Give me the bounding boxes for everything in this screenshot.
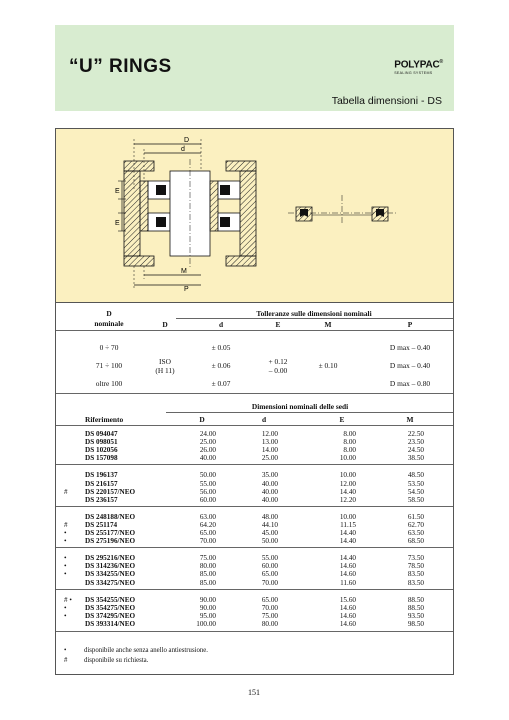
row-reference: DS 275196/NEO	[85, 537, 136, 546]
row-value-E: 14.60	[339, 603, 356, 612]
row-value-M: 23.50	[407, 438, 424, 447]
tol-P-3: D max – 0.80	[389, 379, 431, 388]
row-value-E: 14.40	[339, 554, 356, 563]
row-value-M: 48.50	[407, 471, 424, 480]
col-D-title: D	[106, 309, 112, 318]
row-value-d: 55.00	[261, 554, 278, 563]
row-value-d: 25.00	[261, 454, 278, 463]
tol-header-D: D	[162, 320, 168, 329]
divider	[176, 318, 453, 319]
group-divider	[56, 547, 453, 548]
row-value-d: 75.00	[261, 611, 278, 620]
tol-header-M: M	[324, 320, 332, 329]
footnote-mark-2: #	[64, 657, 68, 664]
row-value-D: 40.00	[199, 454, 216, 463]
row-reference: DS 255177/NEO	[85, 529, 136, 537]
dim-label-d: d	[181, 146, 185, 153]
row-reference: DS 157098	[85, 454, 118, 463]
dim-label-E-lower: E	[115, 220, 120, 227]
seal-housing-drawing	[56, 129, 453, 302]
row-value-E: 8.00	[343, 430, 356, 438]
row-value-M: 38.50	[407, 454, 424, 463]
row-value-M: 73.50	[407, 554, 424, 563]
footnote-text-1: disponibile anche senza anello antiestrusione.	[84, 647, 209, 654]
tol-range-2: 71 ÷ 100	[95, 361, 123, 370]
dim-label-D: D	[184, 137, 190, 144]
row-value-D: 90.00	[199, 603, 216, 612]
row-value-d: 48.00	[261, 512, 278, 521]
polypac-logo	[394, 59, 443, 75]
row-value-D: 85.00	[199, 578, 216, 587]
tol-d-2: ± 0.06	[211, 361, 231, 370]
footnote-mark-1: •	[64, 647, 67, 654]
page-header	[55, 25, 454, 111]
tol-header-P: P	[407, 320, 413, 329]
row-value-E: 10.00	[339, 471, 356, 480]
row-value-D: 90.00	[199, 595, 216, 604]
row-value-D: 25.00	[199, 438, 216, 447]
dimensions-group-title: Dimensioni nominali delle sedi	[251, 402, 349, 411]
dim-header-d: d	[261, 415, 267, 424]
row-reference: DS 216157	[85, 479, 118, 488]
row-value-M: 61.50	[407, 512, 424, 521]
tol-header-E: E	[275, 320, 281, 329]
tol-E-2: – 0.00	[268, 366, 288, 375]
dim-header-ref: Riferimento	[85, 415, 124, 424]
tol-P-1: D max – 0.40	[389, 343, 431, 352]
divider	[56, 330, 453, 331]
row-mark: •	[64, 603, 67, 612]
row-reference: DS 354275/NEO	[85, 603, 136, 612]
row-value-D: 64.20	[199, 520, 216, 529]
tol-E-1: + 0.12	[268, 357, 288, 366]
row-value-d: 13.00	[261, 438, 278, 447]
row-value-d: 70.00	[261, 578, 278, 587]
row-value-M: 24.50	[407, 446, 424, 455]
tol-iso-1: ISO	[159, 357, 171, 366]
row-value-D: 100.00	[196, 619, 216, 628]
divider	[56, 393, 453, 394]
row-value-M: 83.50	[407, 570, 424, 579]
row-mark: #	[64, 487, 68, 496]
dim-label-P: P	[184, 286, 189, 293]
tol-d-3: ± 0.07	[211, 379, 231, 388]
page-number: 151	[248, 688, 260, 697]
row-reference: DS 393314/NEO	[85, 619, 136, 628]
brand-subtitle: SEALING SYSTEMS	[394, 71, 433, 76]
row-value-E: 14.60	[339, 570, 356, 579]
row-reference: DS 220157/NEO	[85, 487, 136, 496]
tol-M: ± 0.10	[318, 361, 338, 370]
row-value-D: 75.00	[199, 554, 216, 563]
row-value-d: 65.00	[261, 595, 278, 604]
table-bottom-divider	[56, 631, 453, 632]
page-title: “U” RINGS	[69, 56, 172, 77]
row-value-E: 10.00	[339, 454, 356, 463]
tol-P-2: D max – 0.40	[389, 361, 431, 370]
row-value-d: 65.00	[261, 570, 278, 579]
u-ring-cross-section	[288, 195, 396, 225]
row-value-E: 14.60	[339, 619, 356, 628]
row-value-D: 63.00	[199, 512, 216, 521]
row-value-E: 14.60	[339, 562, 356, 571]
row-value-d: 45.00	[261, 529, 278, 537]
row-value-E: 15.60	[339, 595, 356, 604]
row-value-E: 14.40	[339, 537, 356, 546]
row-value-d: 35.00	[261, 471, 278, 480]
row-reference: DS 102056	[85, 446, 118, 455]
row-value-E: 14.40	[339, 529, 356, 537]
row-value-M: 78.50	[407, 562, 424, 571]
row-value-M: 54.50	[407, 487, 424, 496]
dim-header-E: E	[339, 415, 345, 424]
row-value-M: 88.50	[407, 603, 424, 612]
row-value-E: 12.20	[339, 495, 356, 504]
row-reference: DS 094047	[85, 430, 118, 438]
dim-header-D: D	[199, 415, 205, 424]
row-value-E: 11.15	[340, 520, 356, 529]
row-value-M: 62.70	[407, 520, 424, 529]
row-reference: DS 098051	[85, 438, 118, 447]
row-value-M: 22.50	[407, 430, 424, 438]
row-mark: •	[64, 562, 67, 571]
row-value-D: 24.00	[199, 430, 216, 438]
row-value-M: 98.50	[407, 619, 424, 628]
row-value-E: 8.00	[343, 446, 356, 455]
row-value-E: 14.40	[339, 487, 356, 496]
row-value-E: 14.60	[339, 611, 356, 620]
row-reference: DS 251174	[85, 520, 118, 529]
row-value-M: 53.50	[407, 479, 424, 488]
row-reference: DS 334275/NEO	[85, 578, 136, 587]
dim-header-M: M	[406, 415, 414, 424]
row-reference: DS 334255/NEO	[85, 570, 136, 579]
row-value-d: 40.00	[261, 495, 278, 504]
row-value-d: 60.00	[261, 562, 278, 571]
row-value-E: 8.00	[343, 438, 356, 447]
row-value-d: 12.00	[261, 430, 278, 438]
row-value-M: 93.50	[407, 611, 424, 620]
tol-iso-2: (H 11)	[155, 366, 175, 375]
row-reference: DS 236157	[85, 495, 118, 504]
divider	[56, 425, 453, 426]
row-mark: #	[64, 520, 68, 529]
technical-drawing-panel	[56, 129, 453, 303]
table-subtitle: Tabella dimensioni - DS	[331, 95, 442, 107]
row-value-M: 83.50	[407, 578, 424, 587]
footnote-text-2: disponibile su richiesta.	[84, 657, 149, 664]
group-divider	[56, 464, 453, 465]
row-reference: DS 248188/NEO	[85, 512, 136, 521]
row-value-M: 58.50	[407, 495, 424, 504]
row-value-D: 85.00	[199, 570, 216, 579]
row-mark: •	[64, 529, 67, 537]
row-value-D: 26.00	[199, 446, 216, 455]
row-value-E: 11.60	[340, 578, 356, 587]
tol-d-1: ± 0.05	[211, 343, 231, 352]
tol-range-1: 0 ÷ 70	[99, 343, 119, 352]
row-value-d: 40.00	[261, 479, 278, 488]
tol-range-3: oltre 100	[95, 379, 123, 388]
brand-mark: ®	[439, 59, 443, 65]
row-value-D: 50.00	[199, 471, 216, 480]
row-reference: DS 354255/NEO	[85, 595, 136, 604]
content-frame	[55, 128, 454, 675]
row-value-E: 12.00	[339, 479, 356, 488]
brand-name: POLYPAC	[394, 59, 440, 71]
row-value-d: 44.10	[261, 520, 278, 529]
dim-label-M: M	[181, 268, 187, 275]
row-reference: DS 374295/NEO	[85, 611, 136, 620]
row-mark: # •	[64, 595, 72, 604]
divider	[166, 412, 453, 413]
row-mark: •	[64, 537, 67, 546]
row-value-d: 80.00	[261, 619, 278, 628]
row-reference: DS 196137	[85, 471, 118, 480]
row-reference: DS 295216/NEO	[85, 554, 136, 563]
tolerance-group-title: Tolleranze sulle dimensioni nominali	[256, 309, 372, 318]
row-value-D: 55.00	[199, 479, 216, 488]
row-value-D: 95.00	[199, 611, 216, 620]
row-value-D: 60.00	[199, 495, 216, 504]
row-value-M: 88.50	[407, 595, 424, 604]
group-divider	[56, 506, 453, 507]
row-mark: •	[64, 554, 67, 563]
row-value-E: 10.00	[339, 512, 356, 521]
row-value-d: 14.00	[261, 446, 278, 455]
row-reference: DS 314236/NEO	[85, 562, 136, 571]
col-D-sub: nominale	[94, 319, 124, 328]
row-value-M: 68.50	[407, 537, 424, 546]
row-value-D: 56.00	[199, 487, 216, 496]
tol-header-d: d	[218, 320, 224, 329]
row-value-d: 70.00	[261, 603, 278, 612]
row-mark: •	[64, 570, 67, 579]
group-divider	[56, 589, 453, 590]
row-value-M: 63.50	[407, 529, 424, 537]
row-value-d: 40.00	[261, 487, 278, 496]
row-value-D: 80.00	[199, 562, 216, 571]
row-value-D: 65.00	[199, 529, 216, 537]
dim-label-E-upper: E	[115, 188, 120, 195]
row-value-d: 50.00	[261, 537, 278, 546]
row-value-D: 70.00	[199, 537, 216, 546]
row-mark: •	[64, 611, 67, 620]
